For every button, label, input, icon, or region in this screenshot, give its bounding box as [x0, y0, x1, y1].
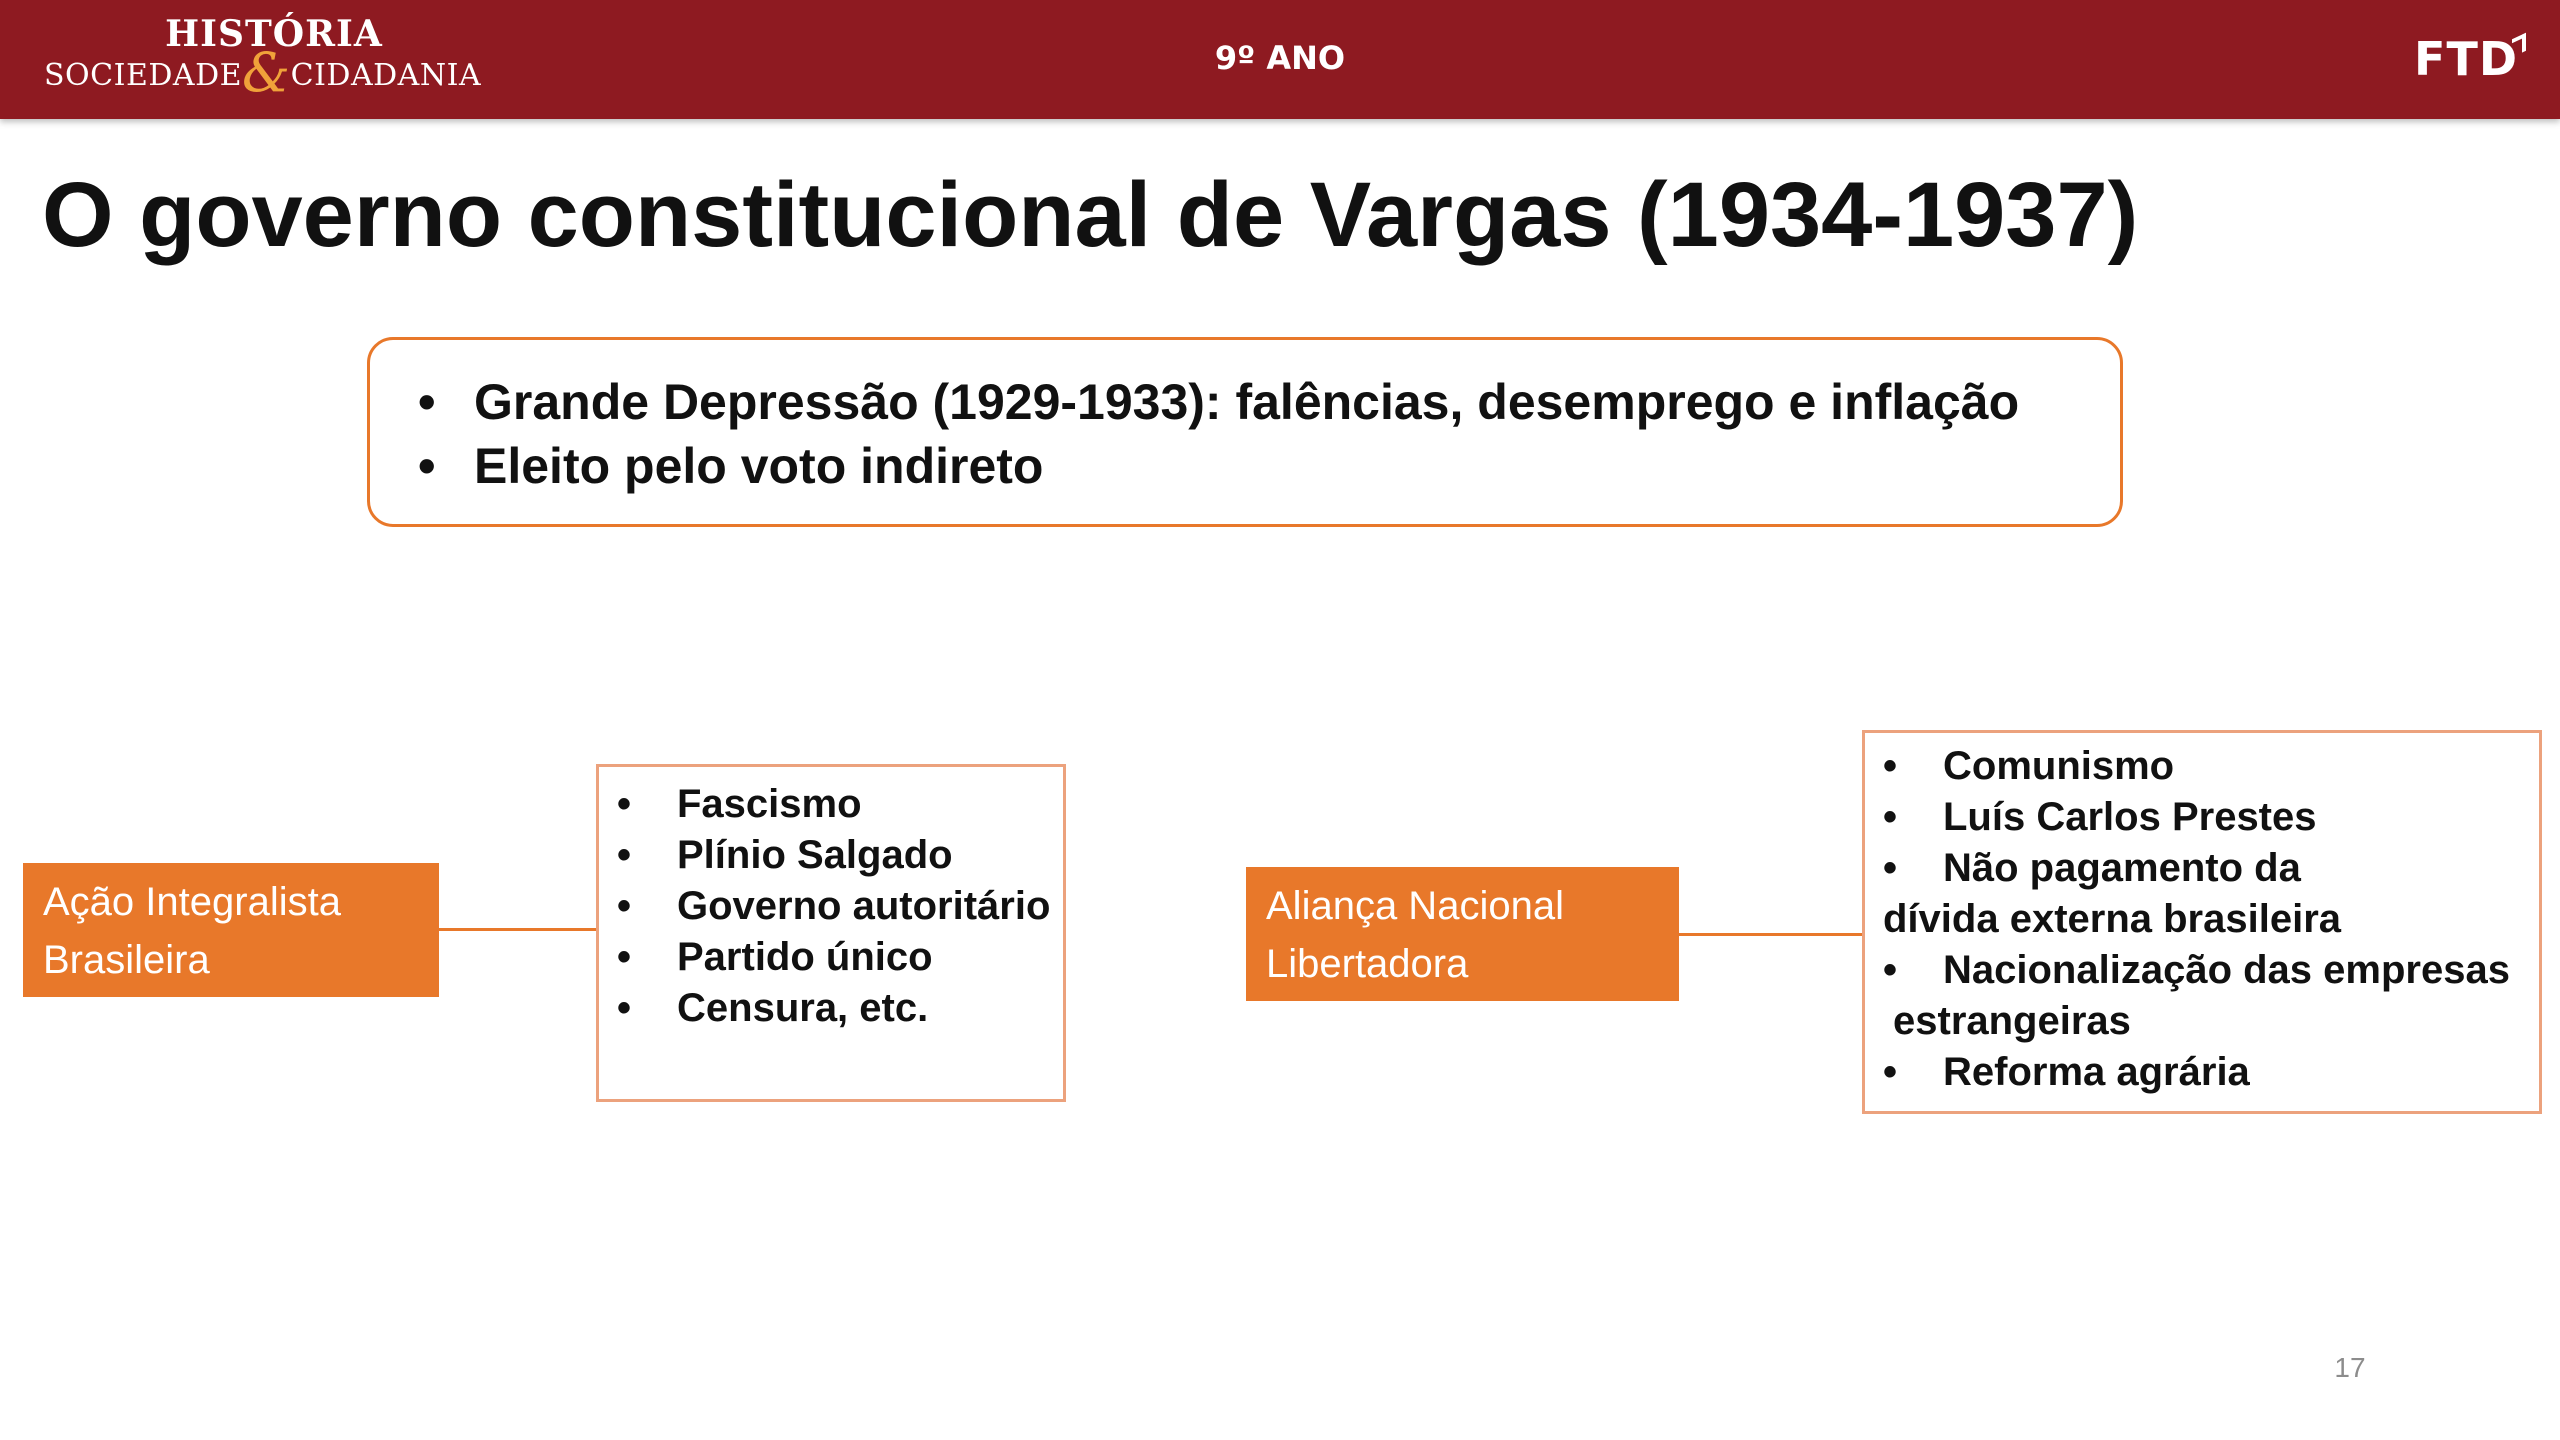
list-item [1883, 843, 2539, 894]
integralista-label [23, 863, 439, 997]
list-item-text: estrangeiras [1893, 999, 2131, 1043]
list-item-text: dívida externa brasileira [1883, 897, 2342, 941]
list-item-text: Nacionalização das empresas [1943, 948, 2510, 992]
list-item [1883, 741, 2539, 792]
integralista-label-line1: Ação Integralista [43, 880, 341, 924]
list-item-text: Plínio Salgado [677, 833, 953, 877]
list-item-text: Partido único [677, 935, 933, 979]
alianca-label-line2: Libertadora [1266, 942, 1469, 986]
bullet-icon: • [418, 374, 436, 430]
list-item-text: Governo autoritário [677, 884, 1051, 928]
summary-item [418, 434, 2120, 498]
list-item [1883, 945, 2539, 996]
header-bar [0, 0, 2560, 119]
bullet-icon: • [617, 884, 632, 928]
brand-ampersand: & [242, 41, 291, 104]
summary-item-text: Eleito pelo voto indireto [474, 438, 1044, 494]
page-title: O governo constitucional de Vargas (1934-1937) [42, 164, 2139, 266]
brand-word-sociedade: SOCIEDADE [44, 58, 243, 93]
alianca-label-line1: Aliança Nacional [1266, 884, 1564, 928]
list-item-text: Comunismo [1943, 744, 2175, 788]
bullet-icon: • [617, 782, 632, 826]
integralista-label-line2: Brasileira [43, 938, 210, 982]
list-item [1883, 792, 2539, 843]
integralista-connector-line [439, 928, 596, 931]
publisher-name: FTD [2414, 32, 2518, 86]
list-item [617, 932, 1063, 983]
publisher-logo [2414, 24, 2518, 94]
integralista-details-box [596, 764, 1066, 1102]
slide-number: 17 [2334, 1352, 2366, 1383]
list-item [617, 983, 1063, 1034]
bullet-icon: • [1883, 846, 1898, 890]
list-item-continuation [1883, 894, 2539, 945]
summary-list [370, 340, 2120, 498]
brand-subtitle [44, 41, 484, 104]
alianca-details-list [1883, 741, 2539, 1098]
brand-logo [44, 13, 484, 104]
summary-box [367, 337, 2123, 527]
alianca-connector-line [1679, 933, 1862, 936]
list-item [617, 830, 1063, 881]
bullet-icon: • [418, 438, 436, 494]
bullet-icon: • [1883, 1050, 1898, 1094]
list-item-text: Censura, etc. [677, 986, 929, 1030]
list-item-text: Fascismo [677, 782, 862, 826]
list-item-text: Não pagamento da [1943, 846, 2301, 890]
list-item [617, 779, 1063, 830]
list-item [1883, 1047, 2539, 1098]
bullet-icon: • [617, 833, 632, 877]
summary-item-text: Grande Depressão (1929-1933): falências, desemprego e inflação [474, 374, 2020, 430]
alianca-label [1246, 867, 1679, 1001]
grade-label: 9º ANO [1214, 39, 1346, 77]
list-item-text: Luís Carlos Prestes [1943, 795, 2317, 839]
bullet-icon: • [1883, 795, 1898, 839]
list-item-text: Reforma agrária [1943, 1050, 2250, 1094]
bullet-icon: • [1883, 744, 1898, 788]
integralista-details-list [617, 779, 1063, 1034]
alianca-details-box [1862, 730, 2542, 1114]
list-item-continuation [1883, 996, 2539, 1047]
bullet-icon: • [617, 986, 632, 1030]
list-item [617, 881, 1063, 932]
bullet-icon: • [1883, 948, 1898, 992]
brand-word-cidadania: CIDADANIA [290, 58, 482, 93]
bullet-icon: • [617, 935, 632, 979]
summary-item [418, 370, 2120, 434]
brand-title: HISTÓRIA [165, 13, 383, 55]
